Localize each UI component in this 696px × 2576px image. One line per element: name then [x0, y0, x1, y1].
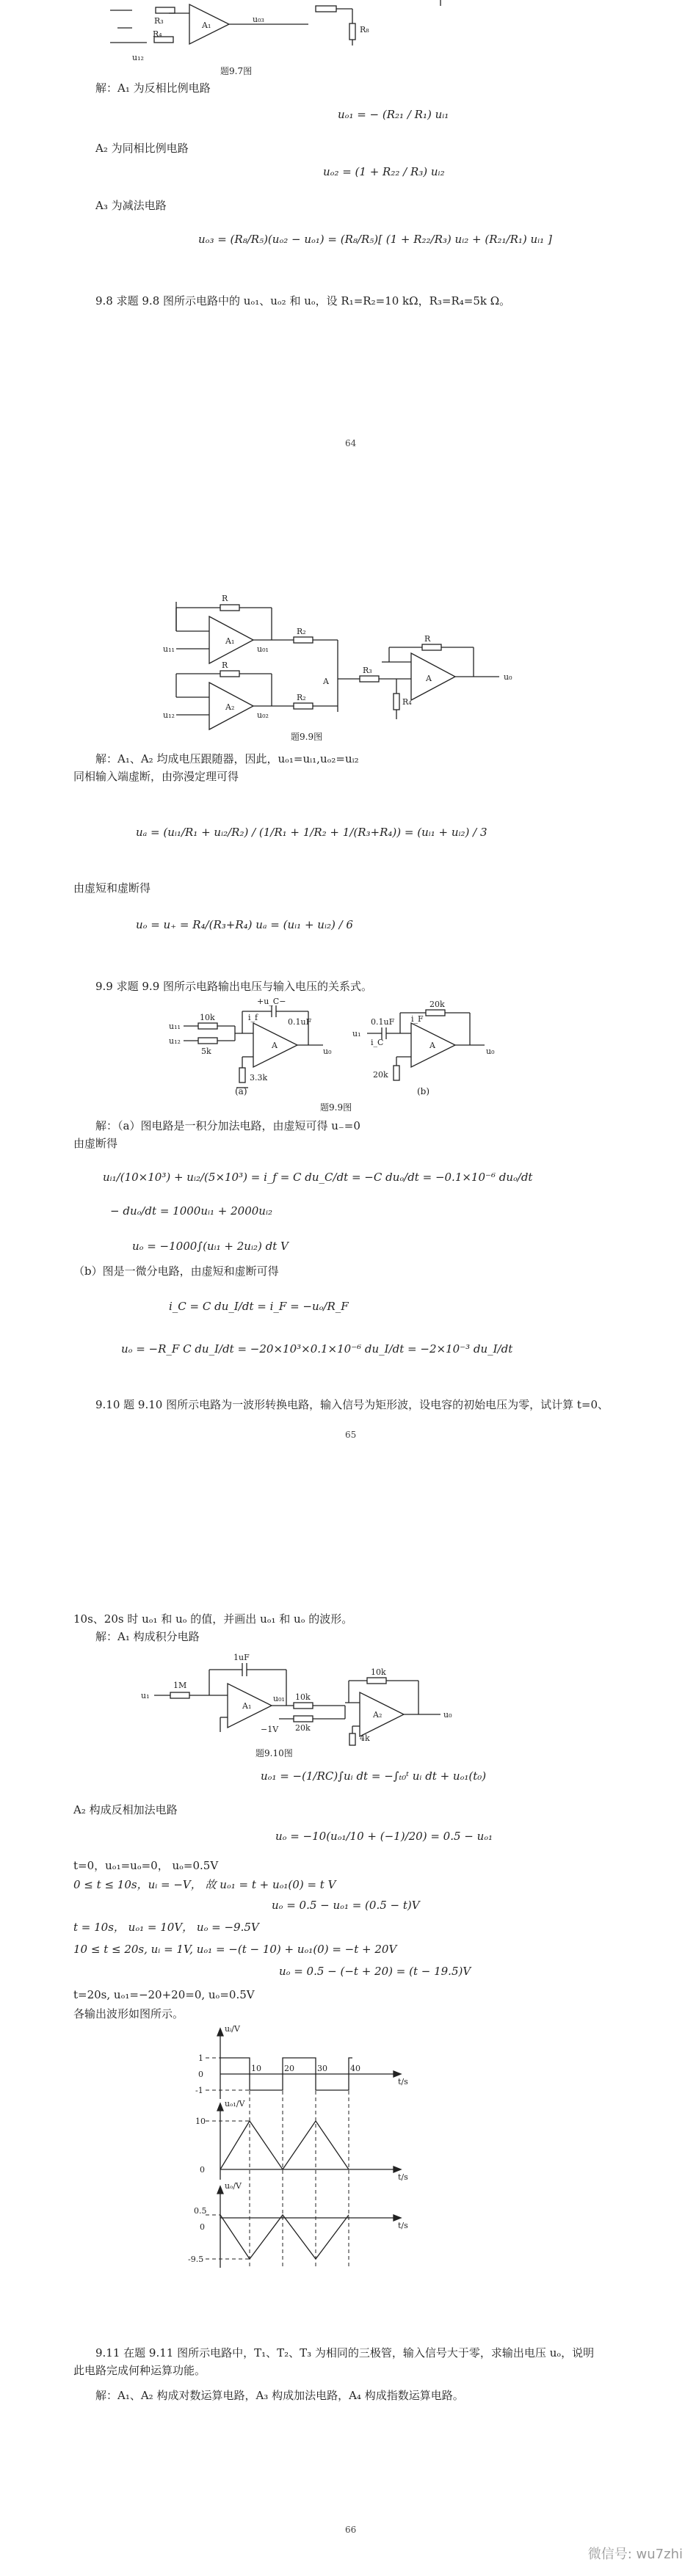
wechat-watermark: 微信号: wu7zhi	[587, 2547, 683, 2562]
svg-text:10k: 10k	[295, 1692, 311, 1702]
svg-text:u₀: u₀	[443, 1710, 452, 1720]
question-9-8: 9.8 求题 9.8 图所示电路中的 uₒ₁、uₒ₂ 和 uₒ，设 R₁=R₂=10 kΩ，R₃=R₄=5k Ω。	[95, 294, 511, 308]
page-number-65: 65	[345, 1430, 357, 1440]
svg-text:1uF: 1uF	[233, 1653, 250, 1662]
solution-9-11: 解：A₁、A₂ 构成对数运算电路，A₃ 构成加法电路，A₄ 构成指数运算电路。	[95, 2389, 464, 2402]
wave-ui-label: uᵢ/V	[225, 2024, 240, 2034]
a2-description: A₂ 为同相比例电路	[95, 142, 189, 155]
svg-text:R₄: R₄	[153, 29, 162, 39]
svg-text:u₁₁: u₁₁	[163, 644, 175, 654]
equation-9-10-uo: uₒ = −10(uₒ₁/10 + (−1)/20) = 0.5 − uₒ₁	[275, 1830, 493, 1843]
svg-text:20k: 20k	[373, 1070, 388, 1080]
page-number-66: 66	[345, 2525, 357, 2535]
wave-uo1-level-10: 10	[195, 2117, 206, 2126]
svg-text:3.3k: 3.3k	[250, 1073, 268, 1083]
a2-adder-description: A₂ 构成反相加法电路	[73, 1803, 178, 1816]
wave-t-label-2: t/s	[398, 2172, 408, 2182]
svg-text:0.1uF: 0.1uF	[288, 1017, 312, 1027]
svg-text:R₃: R₃	[363, 666, 372, 675]
wave-tick-30: 30	[317, 2064, 327, 2073]
wave-tick-40: 40	[350, 2064, 360, 2073]
waveform-diagram	[0, 2026, 696, 2275]
a3-description: A₃ 为减法电路	[95, 199, 167, 212]
wave-ui-level-0: 0	[198, 2070, 203, 2079]
circuit-9-7-fragment	[0, 0, 696, 73]
svg-text:1M: 1M	[173, 1681, 187, 1690]
solution-9-8-line3: 由虚短和虚断得	[73, 881, 151, 895]
wave-uo1-label: uₒ₁/V	[225, 2099, 245, 2109]
timeline-line8: 各输出波形如图所示。	[73, 2007, 184, 2020]
circuit-9-8	[0, 594, 696, 763]
equation-9-9-a3: uₒ = −1000∫(uᵢ₁ + 2uᵢ₂) dt V	[132, 1240, 289, 1253]
svg-text:R: R	[424, 634, 431, 644]
svg-text:u₀₃: u₀₃	[253, 15, 264, 24]
wave-tick-10: 10	[251, 2064, 261, 2073]
solution-9-9-a-line1: 解：（a）图电路是一积分加法电路，由虚短可得 u₋=0	[95, 1119, 360, 1132]
equation-9-9-b1: i_C = C du_I/dt = i_F = −uₒ/R_F	[169, 1300, 349, 1313]
wave-ui-level-neg1: -1	[195, 2086, 203, 2095]
wave-tick-20: 20	[284, 2064, 294, 2073]
svg-text:R: R	[222, 661, 228, 670]
svg-text:10k: 10k	[371, 1667, 386, 1677]
svg-text:A₂: A₂	[373, 1710, 383, 1720]
svg-text:u₀₁: u₀₁	[273, 1694, 285, 1703]
svg-text:R₈: R₈	[360, 25, 369, 34]
wave-ui-level-1: 1	[198, 2053, 203, 2063]
svg-text:u₁₂: u₁₂	[132, 53, 144, 62]
subfigure-a-label: (a)	[235, 1086, 247, 1096]
solution-intro: 解：A₁ 为反相比例电路	[95, 81, 211, 95]
svg-text:−1V: −1V	[261, 1725, 279, 1734]
wave-uo-level-neg95: -9.5	[188, 2255, 204, 2264]
timeline-line7: t=20s, uₒ₁=−20+20=0, uₒ=0.5V	[73, 1988, 255, 2001]
wave-uo-label: uₒ/V	[225, 2181, 242, 2191]
svg-text:4k: 4k	[360, 1733, 370, 1743]
circuit-9-9	[0, 998, 696, 1108]
svg-text:A: A	[429, 1041, 435, 1050]
question-9-10: 9.10 题 9.10 图所示电路为一波形转换电路，输入信号为矩形波，设电容的初始电压为零，试计算 t=0、	[95, 1398, 609, 1411]
svg-text:A: A	[272, 1041, 278, 1050]
timeline-line1: t=0，uₒ₁=uₒ=0， uₒ=0.5V	[73, 1859, 219, 1872]
equation-9-9-a1: uᵢ₁/(10×10³) + uᵢ₂/(5×10³) = i_f = C du_C/dt = −C duₒ/dt = −0.1×10⁻⁶ duₒ/dt	[103, 1171, 533, 1184]
timeline-line2: 0 ≤ t ≤ 10s，uᵢ = −V， 故 uₒ₁ = t + uₒ₁(0) = t V	[73, 1878, 336, 1891]
equation-uo2: uₒ₂ = (1 + R₂₂ / R₃) uᵢ₂	[323, 165, 445, 178]
timeline-line4: t = 10s， uₒ₁ = 10V， uₒ = −9.5V	[73, 1921, 259, 1934]
figure-caption-9-8: 题9.9图	[291, 732, 323, 742]
svg-text:A₂: A₂	[225, 702, 235, 712]
solution-9-8-line2: 同相输入端虚断，由弥漫定理可得	[73, 770, 239, 783]
figure-caption-9-9: 题9.9图	[320, 1102, 352, 1113]
svg-text:5k: 5k	[201, 1047, 211, 1056]
wave-t-label-1: t/s	[398, 2077, 408, 2086]
svg-text:0.1uF: 0.1uF	[371, 1017, 395, 1027]
svg-text:A: A	[426, 674, 432, 683]
svg-text:u₀: u₀	[486, 1047, 495, 1056]
svg-text:A₁: A₁	[202, 21, 211, 30]
equation-9-10-uo1: uₒ₁ = −(1/RC)∫uᵢ dt = −∫ₜ₀ᵗ uᵢ dt + uₒ₁(t₀)	[261, 1769, 487, 1783]
equation-9-9-b2: uₒ = −R_F C du_I/dt = −20×10³×0.1×10⁻⁶ du_I/dt = −2×10⁻³ du_I/dt	[121, 1342, 513, 1356]
svg-text:20k: 20k	[295, 1723, 311, 1733]
wave-uo-level-0: 0	[200, 2222, 205, 2232]
question-9-9: 9.9 求题 9.9 图所示电路输出电压与输入电压的关系式。	[95, 980, 373, 993]
subfigure-b-label: (b)	[417, 1086, 430, 1096]
figure-caption-9-7: 题9.7图	[220, 66, 253, 76]
wave-uo1-level-0: 0	[200, 2165, 205, 2175]
equation-uo3: uₒ₃ = (R₈/R₅)(uₒ₂ − uₒ₁) = (R₈/R₅)[ (1 + R₂₂/R₃) uᵢ₂ + (R₂₁/R₁) uᵢ₁ ]	[198, 233, 552, 246]
equation-uo-9-8: uₒ = u₊ = R₄/(R₃+R₄) uₐ = (uᵢ₁ + uᵢ₂) / 6	[136, 918, 353, 931]
svg-text:A₁: A₁	[242, 1701, 252, 1711]
svg-text:R₂: R₂	[297, 693, 306, 702]
figure-caption-9-10: 题9.10图	[255, 1748, 293, 1758]
solution-9-8-line1: 解：A₁、A₂ 均成电压跟随器，因此，uₒ₁=uᵢ₁,uₒ₂=uᵢ₂	[95, 752, 359, 765]
question-9-11-line2: 此电路完成何种运算功能。	[73, 2364, 206, 2377]
wave-t-label-3: t/s	[398, 2221, 408, 2230]
solution-9-9-b: （b）图是一微分电路，由虚短和虚断可得	[73, 1265, 279, 1278]
svg-text:R: R	[222, 594, 228, 603]
svg-text:u₀₁: u₀₁	[257, 644, 269, 654]
svg-text:A₁: A₁	[225, 636, 235, 646]
equation-uo1: uₒ₁ = − (R₂₁ / R₁) uᵢ₁	[338, 108, 449, 121]
question-9-10-continued: 10s、20s 时 uₒ₁ 和 uₒ 的值，并画出 uₒ₁ 和 uₒ 的波形。	[73, 1612, 353, 1626]
svg-text:u₁₂: u₁₂	[163, 710, 175, 720]
svg-text:u₁: u₁	[141, 1691, 150, 1700]
timeline-line5: 10 ≤ t ≤ 20s, uᵢ = 1V, uₒ₁ = −(t − 10) + uₒ₁(0) = −t + 20V	[73, 1943, 397, 1956]
equation-ua: uₐ = (uᵢ₁/R₁ + uᵢ₂/R₂) / (1/R₁ + 1/R₂ + 1/(R₃+R₄)) = (uᵢ₁ + uᵢ₂) / 3	[136, 826, 487, 839]
svg-text:20k: 20k	[429, 1000, 445, 1009]
svg-text:R₄: R₄	[402, 697, 412, 707]
svg-text:+u_C−: +u_C−	[257, 997, 286, 1006]
question-9-11-line1: 9.11 在题 9.11 图所示电路中，T₁、T₂、T₃ 为相同的三极管，输入信号大于零，求输出电压 uₒ，说明	[95, 2346, 595, 2359]
solution-9-10-line1: 解：A₁ 构成积分电路	[95, 1630, 200, 1643]
equation-9-9-a2: − duₒ/dt = 1000uᵢ₁ + 2000uᵢ₂	[110, 1204, 273, 1218]
solution-9-9-a-line2: 由虚断得	[73, 1137, 118, 1150]
svg-text:R₂: R₂	[297, 627, 306, 636]
svg-text:A: A	[323, 677, 329, 686]
svg-text:u₁: u₁	[352, 1029, 361, 1038]
svg-text:u₀: u₀	[323, 1047, 332, 1056]
svg-text:u₀₂: u₀₂	[257, 710, 269, 720]
svg-text:i_F: i_F	[411, 1014, 424, 1024]
wave-uo-level-05: 0.5	[194, 2206, 207, 2216]
svg-text:u₁₂: u₁₂	[169, 1036, 181, 1046]
circuit-9-10	[0, 1651, 696, 1747]
svg-text:i_f: i_f	[248, 1013, 258, 1022]
svg-text:u₀: u₀	[504, 672, 512, 682]
svg-text:i_C: i_C	[371, 1038, 384, 1047]
timeline-line3: uₒ = 0.5 − uₒ₁ = (0.5 − t)V	[272, 1899, 420, 1912]
page-number-64: 64	[345, 438, 357, 448]
svg-text:10k: 10k	[200, 1013, 215, 1022]
svg-text:u₁₁: u₁₁	[169, 1022, 181, 1031]
svg-text:R₃: R₃	[154, 16, 164, 26]
timeline-line6: uₒ = 0.5 − (−t + 20) = (t − 19.5)V	[279, 1965, 471, 1978]
